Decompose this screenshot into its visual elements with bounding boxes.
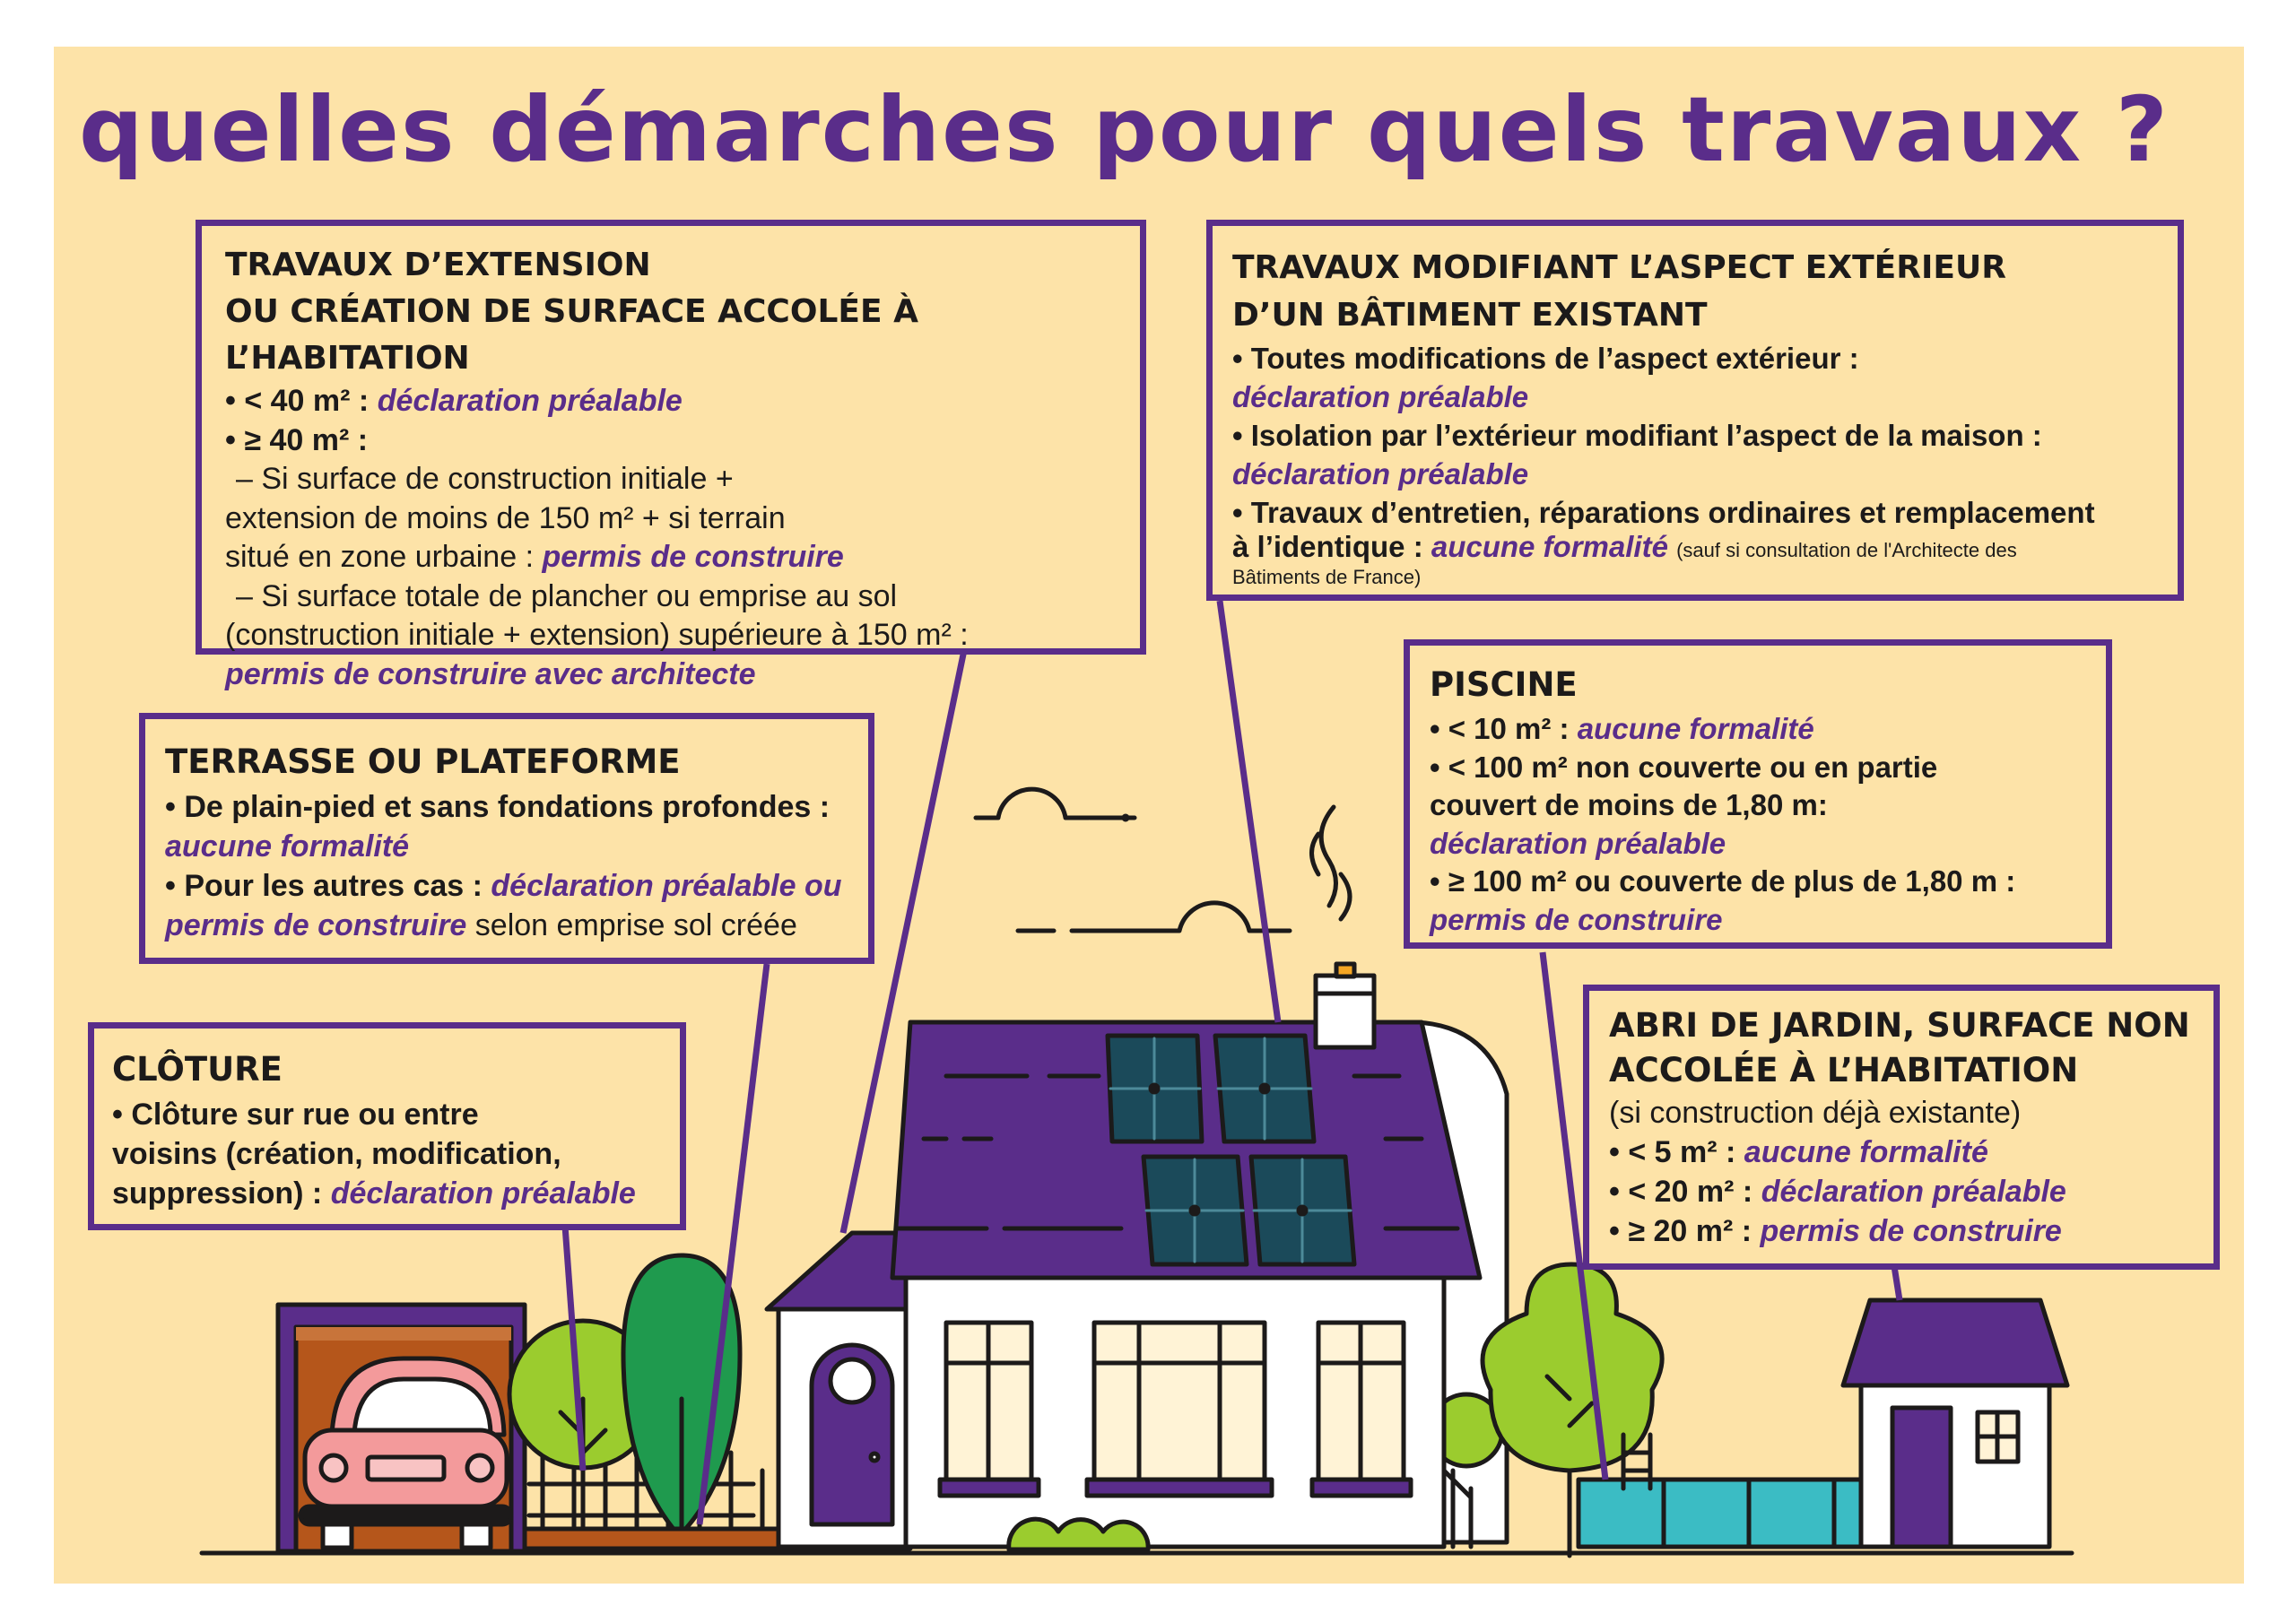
extension-line-2: • ≥ 40 m² : [225, 422, 369, 457]
piscine-line-2: • < 100 m² non couverte ou en partie [1430, 750, 1938, 784]
aspect-line-6: à l’identique : [1232, 530, 1431, 563]
terrasse-line-4-tail: selon emprise sol créée [466, 908, 797, 942]
aspect-box [1206, 220, 2184, 601]
piscine-line-1-highlight: aucune formalité [1577, 712, 1814, 745]
aspect-line-4-highlight: déclaration préalable [1232, 457, 1529, 490]
abri-line-2: • < 20 m² : [1609, 1175, 1761, 1209]
cloture-line-3: suppression) : [112, 1176, 331, 1211]
extension-line-6: – Si surface totale de plancher ou emprise au sol [236, 578, 898, 613]
extension-line-8-highlight: permis de construire avec architecte [225, 656, 756, 691]
terrasse-line-4-highlight: permis de construire [165, 908, 467, 942]
abri-subtitle: (si construction déjà existante) [1609, 1096, 2022, 1130]
abri-line-3: • ≥ 20 m² : [1609, 1214, 1761, 1248]
piscine-line-4-highlight: déclaration préalable [1430, 826, 1726, 860]
abri-line-3-highlight: permis de construire [1760, 1214, 2062, 1248]
terrasse-heading: TERRASSE OU PLATEFORME [165, 742, 681, 781]
abri-line-1: • < 5 m² : [1609, 1135, 1744, 1169]
aspect-line-5: • Travaux d’entretien, réparations ordinaires et remplacement [1232, 496, 2095, 529]
smoke-icon [1312, 807, 1351, 919]
terrasse-line-2-highlight: aucune formalité [165, 829, 410, 864]
aspect-line-7-note: Bâtiments de France) [1232, 566, 1422, 588]
aspect-line-3: • Isolation par l’extérieur modifiant l’aspect de la maison : [1232, 419, 2042, 452]
aspect-line-2-highlight: déclaration préalable [1232, 380, 1529, 413]
piscine-heading: PISCINE [1430, 665, 1578, 704]
extension-heading-2: OU CRÉATION DE SURFACE ACCOLÉE À L’HABITATION [225, 293, 918, 377]
abri-line-2-highlight: déclaration préalable [1761, 1175, 2066, 1209]
cloture-heading: CLÔTURE [112, 1050, 283, 1089]
main-house [892, 964, 1480, 1547]
abri-line-1-highlight: aucune formalité [1744, 1135, 1988, 1169]
aspect-line-6-highlight: aucune formalité [1431, 530, 1668, 563]
terrasse-box [139, 713, 874, 964]
cloture-line-2: voisins (création, modification, [112, 1137, 561, 1171]
aspect-line-1: • Toutes modifications de l’aspect extérieur : [1232, 342, 1859, 375]
cloture-line-1: • Clôture sur rue ou entre [112, 1098, 479, 1132]
aspect-heading-1: TRAVAUX MODIFIANT L’ASPECT EXTÉRIEUR [1232, 249, 2006, 286]
cloture-box [88, 1022, 686, 1230]
piscine-line-1: • < 10 m² : [1430, 712, 1578, 745]
extension-line-5: situé en zone urbaine : [225, 540, 543, 574]
piscine-line-3: couvert de moins de 1,80 m: [1430, 788, 1828, 821]
abri-box [1583, 985, 2220, 1270]
tree-dark-icon [623, 1255, 740, 1551]
piscine-box [1404, 639, 2112, 949]
terrasse-line-3: • Pour les autres cas : [165, 869, 491, 903]
piscine-line-6-highlight: permis de construire [1430, 902, 1723, 936]
extension-line-5-highlight: permis de construire [542, 540, 844, 574]
extension-box [196, 220, 1146, 691]
cloud-icon [976, 789, 1290, 931]
extension-line-1: • < 40 m² : [225, 384, 378, 418]
page-title: quelles démarches pour quels travaux ? [79, 77, 2170, 182]
bush-icon [1009, 1519, 1148, 1549]
window-icon [940, 1323, 1411, 1496]
terrasse-line-1: • De plain-pied et sans fondations profondes : [165, 790, 831, 824]
cloture-line-3-highlight: déclaration préalable [330, 1176, 636, 1211]
extension-line-7: (construction initiale + extension) supérieure à 150 m² : [225, 618, 969, 652]
garden-shed-icon [1843, 1300, 2067, 1547]
extension-heading-1: TRAVAUX D’EXTENSION [225, 247, 651, 283]
extension-line-4: extension de moins de 150 m² + si terrain [225, 500, 786, 535]
aspect-line-6-note: (sauf si consultation de l'Architecte des [1676, 539, 2017, 561]
abri-heading-1: ABRI DE JARDIN, SURFACE NON [1609, 1006, 2190, 1045]
extension-line-1-highlight: déclaration préalable [377, 384, 683, 418]
extension-line-3: – Si surface de construction initiale + [236, 462, 734, 496]
aspect-heading-2: D’UN BÂTIMENT EXISTANT [1232, 297, 1708, 334]
piscine-line-5: • ≥ 100 m² ou couverte de plus de 1,80 m : [1430, 864, 2016, 898]
terrasse-line-3-highlight: déclaration préalable ou [491, 869, 842, 903]
abri-heading-2: ACCOLÉE À L’HABITATION [1609, 1051, 2079, 1089]
